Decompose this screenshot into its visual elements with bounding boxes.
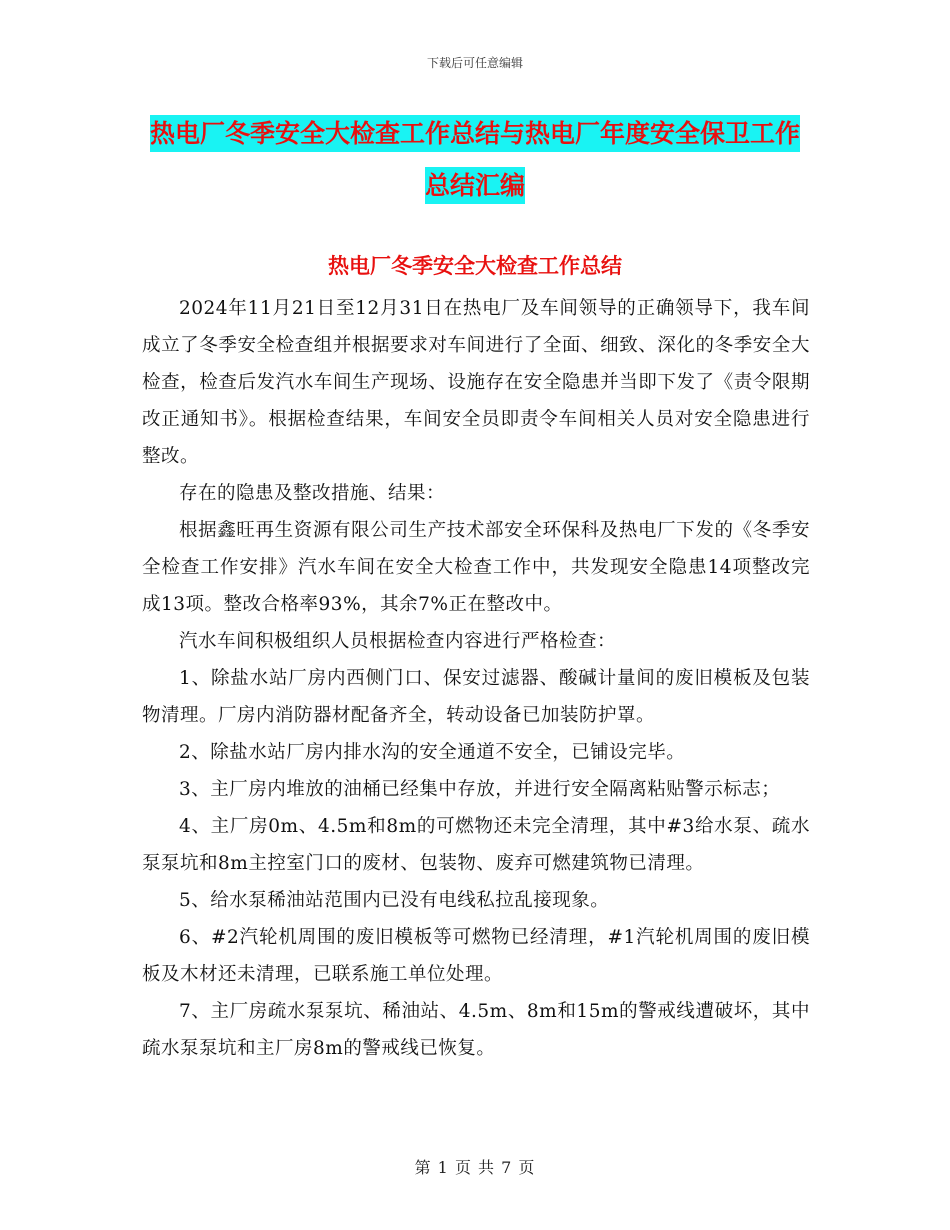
paragraph: 3、主厂房内堆放的油桶已经集中存放，并进行安全隔离粘贴警示标志； (179, 779, 781, 800)
paragraph: 根据鑫旺再生资源有限公司生产技术部安全环保科及热电厂下发的《冬季安全检查工作安排》汽水车间在安全大检查工作中，共发现安全隐患14项整改完成13项。整改合格率93%，其余7%正在整改中。 (142, 520, 810, 615)
paragraph: 7、主厂房疏水泵泵坑、稀油站、4.5m、8m和15m的警戒线遭破坏，其中疏水泵泵坑和主厂房8m的警戒线已恢复。 (142, 1001, 810, 1059)
section-title: 热电厂冬季安全大检查工作总结 (328, 254, 622, 278)
paragraph: 2、除盐水站厂房内排水沟的安全通道不安全，已铺设完毕。 (179, 742, 686, 763)
paragraph: 汽水车间积极组织人员根据检查内容进行严格检查： (179, 631, 617, 652)
paragraph: 4、主厂房0m、4.5m和8m的可燃物还未完全清理，其中#3给水泵、疏水泵泵坑和8m主控室门口的废材、包装物、废弃可燃建筑物已清理。 (142, 816, 810, 874)
header-note: 下载后可任意编辑 (426, 56, 523, 70)
paragraph: 2024年11月21日至12月31日在热电厂及车间领导的正确领导下，我车间成立了冬季安全检查组并根据要求对车间进行了全面、细致、深化的冬季安全大检查，检查后发汽水车间生产现场、设施存在安全隐患并当即下发了《责令限期改正通知书》。根据检查结果，车间安全员即责令车间相关人员对安全隐患进行整改。 (142, 298, 810, 467)
paragraph: 5、给水泵稀油站范围内已没有电线私拉乱接现象。 (179, 890, 610, 911)
body-text (142, 290, 810, 1067)
paragraph: 6、#2汽轮机周围的废旧模板等可燃物已经清理，#1汽轮机周围的废旧模板及木材还未清理，已联系施工单位处理。 (142, 927, 810, 985)
page-footer: 第 1 页 共 7 页 (414, 1158, 536, 1177)
paragraph: 1、除盐水站厂房内西侧门口、保安过滤器、酸碱计量间的废旧模板及包装物清理。厂房内消防器材配备齐全，转动设备已加装防护罩。 (142, 668, 810, 726)
main-title-text: 热电厂冬季安全大检查工作总结与热电厂年度安全保卫工作总结汇编 (150, 115, 800, 204)
paragraph: 存在的隐患及整改措施、结果： (179, 483, 446, 504)
main-title (140, 108, 810, 212)
